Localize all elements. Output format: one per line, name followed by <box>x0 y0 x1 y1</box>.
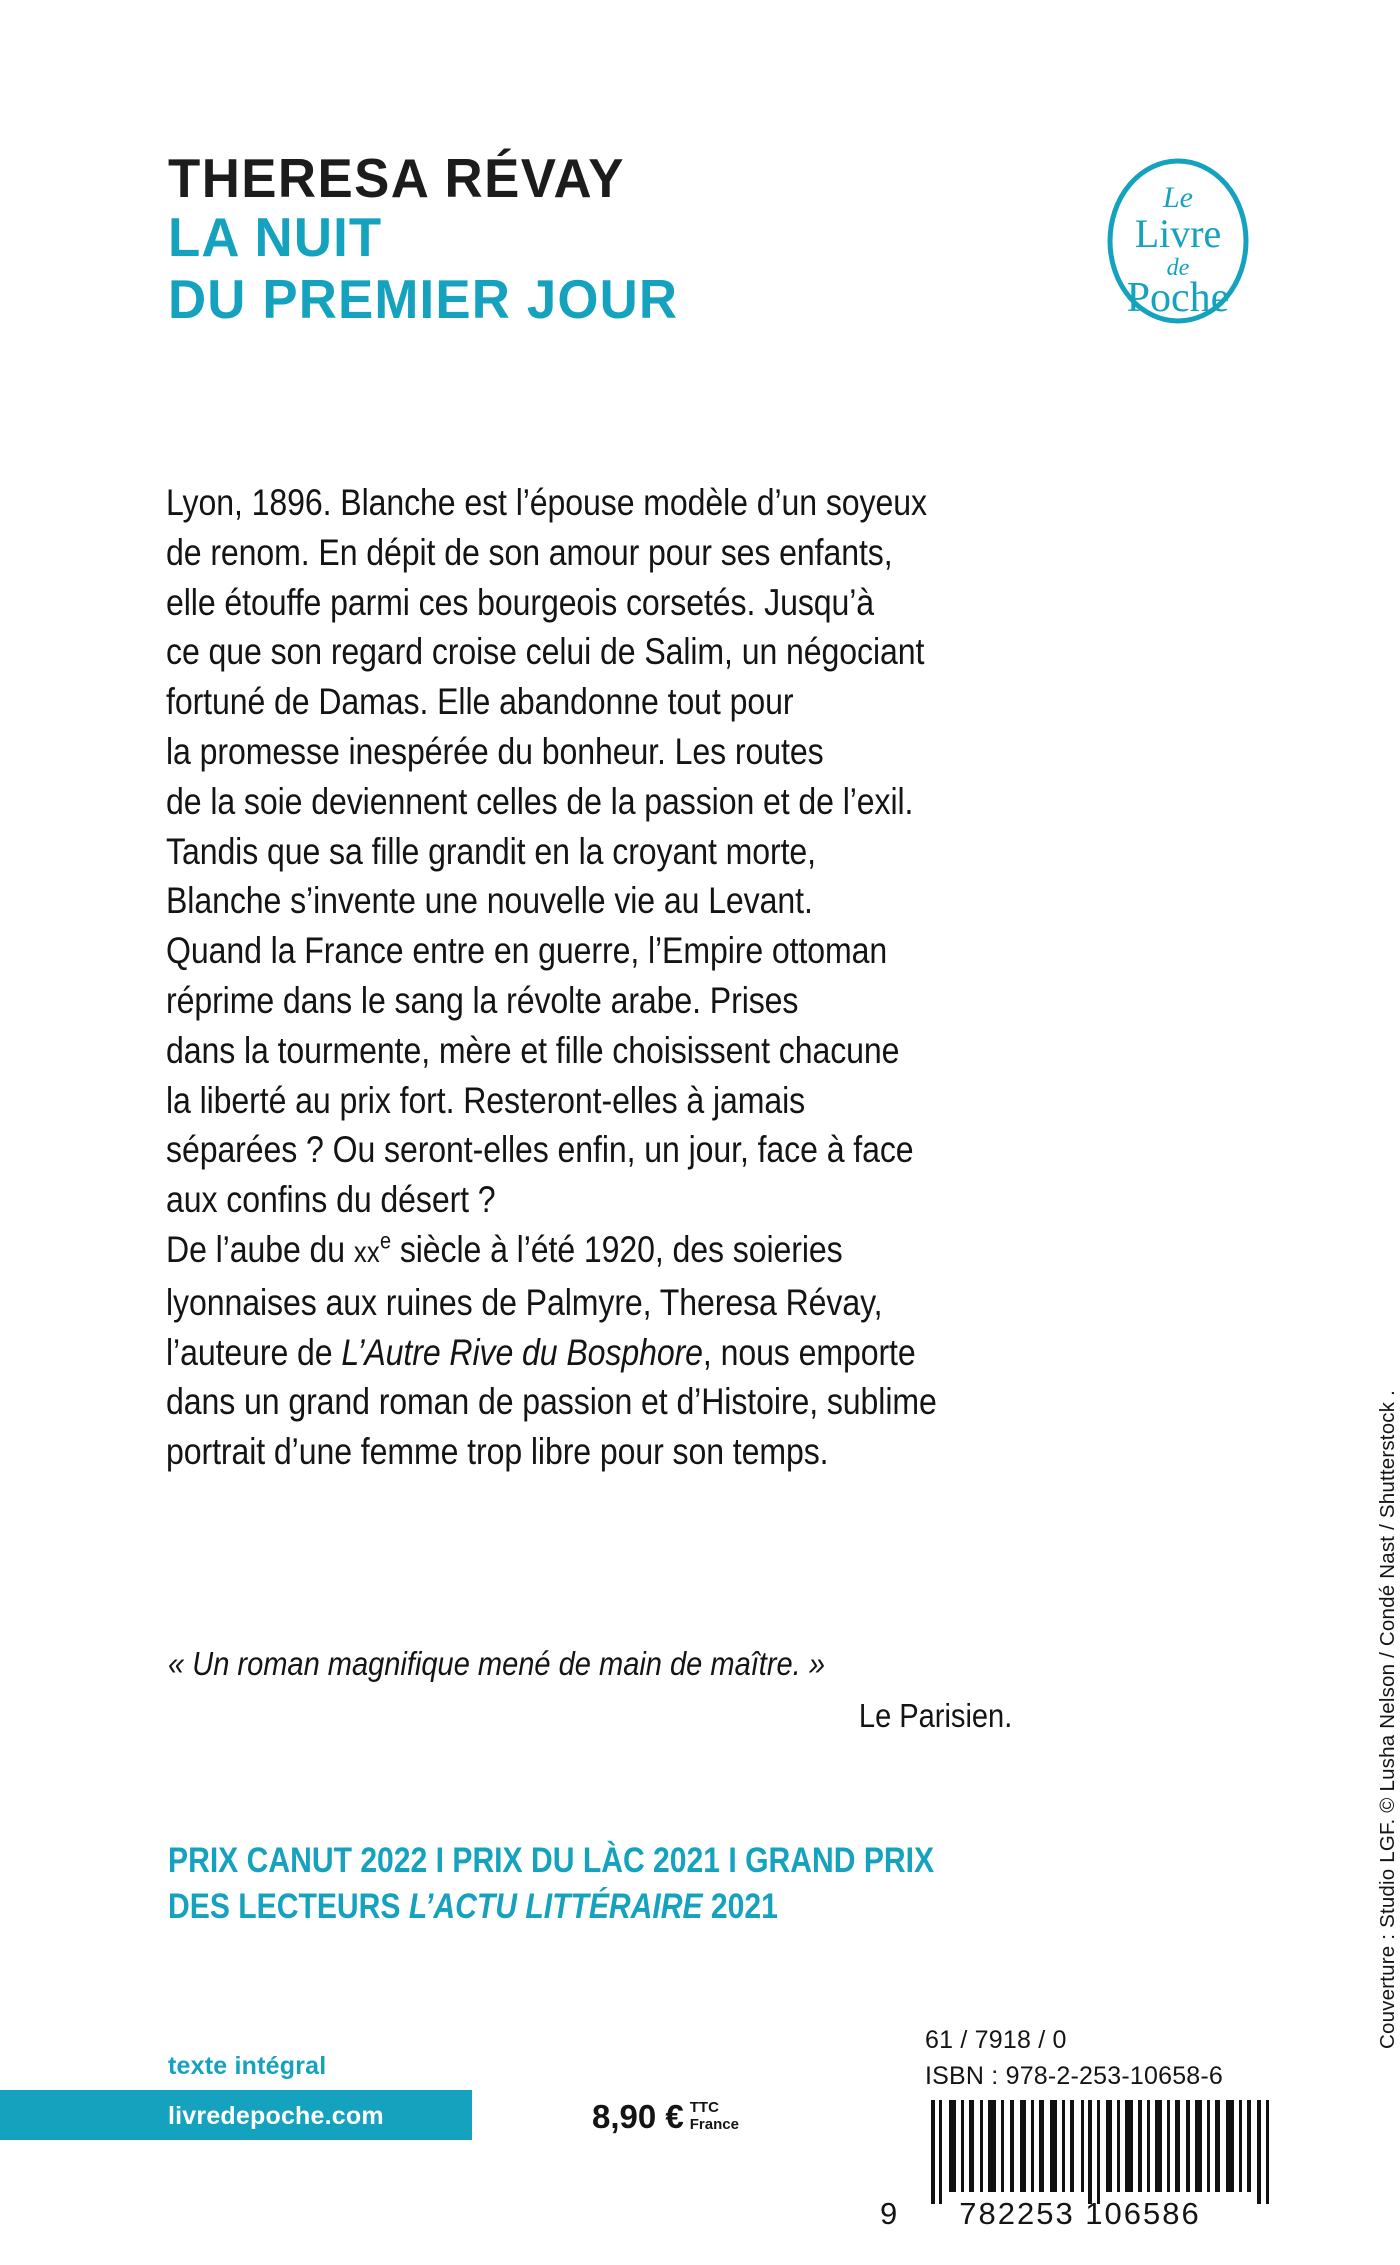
blurb-line: Tandis que sa fille grandit en la croyant morte, <box>166 829 816 872</box>
barcode-digits <box>880 2196 1280 2232</box>
book-title-line-2: DU PREMIER JOUR <box>168 267 679 330</box>
publisher-website-url: livredepoche.com <box>168 2102 384 2130</box>
prize-fragment: 2021 <box>702 1887 778 1926</box>
blurb-line: Blanche s’invente une nouvelle vie au Levant. <box>166 879 813 922</box>
logo-line-poche: Poche <box>1126 275 1230 321</box>
blurb-line: de la soie deviennent celles de la passion et de l’exil. <box>166 779 914 822</box>
isbn-number: ISBN : 978-2-253-10658-6 <box>925 2062 1224 2090</box>
isbn-block <box>925 2022 1223 2094</box>
barcode-main-digits: 782253 106586 <box>959 2196 1201 2231</box>
texte-integral-label: texte intégral <box>168 2052 327 2080</box>
price-tax-note: TTC France <box>689 2099 739 2134</box>
logo-line-le: Le <box>1163 181 1193 214</box>
blurb-line: fortuné de Damas. Elle abandonne tout pour <box>166 680 794 723</box>
century-ordinal-suffix: e <box>380 1227 391 1254</box>
blurb-fragment: , nous emporte <box>702 1330 916 1373</box>
blurb-line: la promesse inespérée du bonheur. Les routes <box>166 729 824 772</box>
barcode-lead-digit: 9 <box>880 2196 900 2231</box>
blurb-line: de renom. En dépit de son amour pour ses enfants, <box>166 530 893 573</box>
cover-credit: Couverture : Studio LGF. © Lusha Nelson / Condé Nast / Shutterstock . <box>1376 1390 1399 2050</box>
logo-line-livre: Livre <box>1134 211 1222 256</box>
blurb-fragment: De l’aube du <box>166 1227 354 1270</box>
publisher-website-banner[interactable] <box>0 2090 472 2140</box>
price-amount: 8,90 € <box>592 2098 684 2135</box>
prize-award-name: L’ACTU LITTÉRAIRE <box>408 1887 703 1926</box>
blurb-line: portrait d’une femme trop libre pour son temps. <box>166 1430 829 1473</box>
blurb-line: lyonnaises aux ruines de Palmyre, Theresa Révay, <box>166 1280 883 1323</box>
prize-line-1: PRIX CANUT 2022 I PRIX DU LÀC 2021 I GRAND PRIX <box>168 1841 935 1880</box>
ean13-barcode <box>925 2100 1275 2204</box>
blurb-line: elle étouffe parmi ces bourgeois corsetés. Jusqu’à <box>166 580 875 623</box>
logo-line-de: de <box>1166 255 1190 281</box>
author-name: THERESA RÉVAY <box>168 147 625 209</box>
press-quote-text: « Un roman magnifique mené de main de maître. » <box>168 1645 825 1682</box>
century-numeral: xx <box>353 1235 381 1269</box>
price-block <box>592 2098 739 2138</box>
blurb-line: séparées ? Ou seront-elles enfin, un jour, face à face <box>166 1128 914 1171</box>
blurb-line: dans un grand roman de passion et d’Histoire, sublime <box>166 1380 937 1423</box>
blurb-line: Quand la France entre en guerre, l’Empire ottoman <box>166 929 888 972</box>
blurb-line: ce que son regard croise celui de Salim, un négociant <box>166 630 925 673</box>
blurb-fragment: siècle à l’été 1920, des soieries <box>390 1227 843 1270</box>
blurb-line: réprime dans le sang la révolte arabe. Prises <box>166 978 799 1021</box>
blurb-line: aux confins du désert ? <box>166 1178 496 1221</box>
prize-fragment: DES LECTEURS <box>168 1887 409 1926</box>
press-quote-source: Le Parisien. <box>858 1697 1012 1734</box>
blurb-line: la liberté au prix fort. Resteront-elles à jamais <box>166 1078 806 1121</box>
blurb-line: Lyon, 1896. Blanche est l’épouse modèle d’un soyeux <box>166 481 927 523</box>
catalog-code: 61 / 7918 / 0 <box>925 2026 1067 2054</box>
book-title-line-1: LA NUIT <box>168 206 383 269</box>
blurb-fragment: l’auteure de <box>166 1330 342 1373</box>
blurb-line: dans la tourmente, mère et fille choisissent chacune <box>166 1028 900 1071</box>
referenced-book-title: L’Autre Rive du Bosphore <box>341 1330 703 1373</box>
